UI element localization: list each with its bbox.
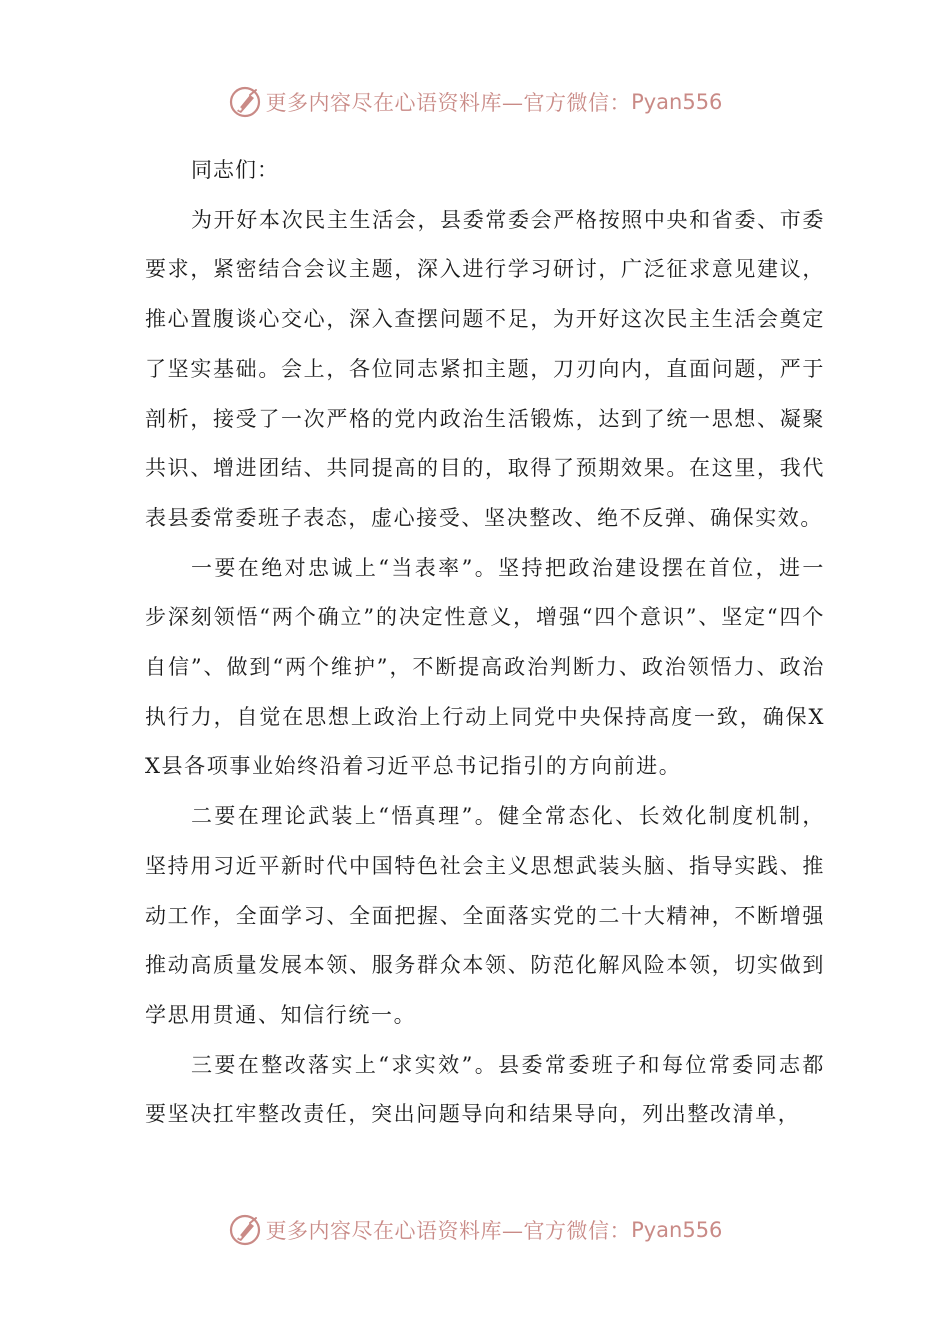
watermark-text: 更多内容尽在心语资料库—官方微信： [265, 1219, 632, 1243]
document-body [145, 146, 825, 1140]
watermark-text: 更多内容尽在心语资料库—官方微信： [265, 91, 632, 115]
fountain-pen-logo-icon [228, 85, 262, 119]
paragraph: 一要在绝对忠诚上“当表率”。坚持把政治建设摆在首位，进一步深刻领悟“两个确立”的决定性意义，增强“四个意识”、坚定“四个自信”、做到“两个维护”，不断提高政治判断力、政治领悟力、政治执行力，自觉在思想上政治上行动上同党中央保持高度一致，确保XX县各项事业始终沿着习近平总书记指引的方向前进。 [145, 555, 825, 779]
paragraph: 二要在理论武装上“悟真理”。健全常态化、长效化制度机制，坚持用习近平新时代中国特色社会主义思想武装头脑、指导实践、推动工作，全面学习、全面把握、全面落实党的二十大精神，不断增强推动高质量发展本领、服务群众本领、防范化解风险本领，切实做到学思用贯通、知信行统一。 [145, 804, 825, 1027]
watermark-wechat-id: Pyan556 [631, 90, 723, 114]
fountain-pen-logo-icon [228, 1213, 262, 1247]
greeting: 同志们： [191, 158, 279, 182]
footer-watermark [0, 1210, 950, 1250]
paragraph: 三要在整改落实上“求实效”。县委常委班子和每位常委同志都要坚决扛牢整改责任，突出问题导向和结果导向，列出整改清单， [145, 1052, 825, 1127]
watermark-wechat-id: Pyan556 [631, 1218, 723, 1242]
paragraph: 为开好本次民主生活会，县委常委会严格按照中央和省委、市委要求，紧密结合会议主题，深入进行学习研讨，广泛征求意见建议，推心置腹谈心交心，深入查摆问题不足，为开好这次民主生活会奠定了坚实基础。会上，各位同志紧扣主题，刀刃向内，直面问题，严于剖析，接受了一次严格的党内政治生活锻炼，达到了统一思想、凝聚共识、增进团结、共同提高的目的，取得了预期效果。在这里，我代表县委常委班子表态，虚心接受、坚决整改、绝不反弹、确保实效。 [145, 207, 825, 530]
header-watermark [0, 82, 950, 122]
